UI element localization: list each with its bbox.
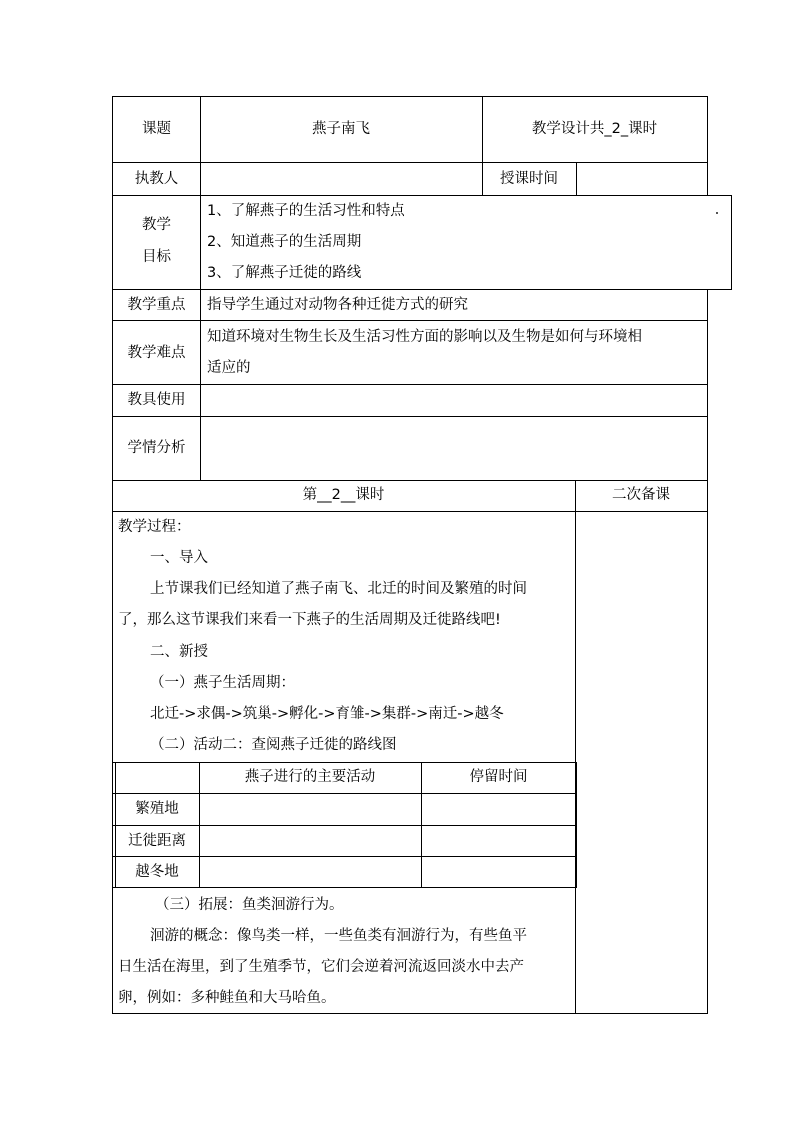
- row-sep-1: [112, 162, 708, 163]
- key-points-label: 教学重点: [127, 297, 186, 313]
- border-top: [112, 96, 708, 97]
- inner-row-label: 越冬地: [135, 864, 179, 880]
- col-sep-prep: [575, 480, 576, 1014]
- analysis-label: 学情分析: [127, 440, 186, 456]
- row-sep-8: [112, 511, 708, 512]
- border-bottom: [112, 1013, 708, 1014]
- objective-item: 2、知道燕子的生活周期: [207, 234, 362, 250]
- extension-heading: （三）拓展：鱼类洄游行为。: [155, 897, 344, 913]
- topic-label: 课题: [142, 121, 171, 137]
- col-sep-label: [200, 96, 201, 481]
- new-heading: 二、新授: [150, 644, 208, 660]
- inner-table-bottom: [112, 887, 576, 888]
- extension-line: 卵，例如：多种鲑鱼和大马哈鱼。: [118, 990, 336, 1006]
- inner-table-row-2: [112, 825, 576, 826]
- difficulty-label: 教学难点: [127, 345, 186, 361]
- activity-heading: （二）活动二：查阅燕子迁徙的路线图: [150, 737, 397, 753]
- row-sep-7: [112, 480, 708, 481]
- period-title: 第__2__课时: [302, 487, 385, 503]
- inner-header-stay-time: 停留时间: [469, 769, 528, 785]
- teacher-label: 执教人: [134, 171, 179, 187]
- inner-row-label: 繁殖地: [135, 801, 179, 817]
- row-sep-3: [112, 289, 732, 290]
- cycle-line: 北迁->求偶->筑巢->孵化->育雏->集群->南迁->越冬: [150, 706, 504, 722]
- intro-line: 了，那么这节课我们来看一下燕子的生活周期及迁徙路线吧!: [118, 612, 501, 628]
- difficulty-line: 适应的: [207, 360, 251, 376]
- objective-item: 1、了解燕子的生活习性和特点: [207, 203, 405, 219]
- cycle-heading: （一）燕子生活周期：: [150, 675, 295, 691]
- objectives-label-1: 教学: [142, 217, 171, 233]
- objective-item: 3、了解燕子迁徙的路线: [207, 265, 362, 281]
- key-points-value: 指导学生通过对动物各种迁徙方式的研究: [207, 297, 468, 313]
- process-heading: 教学过程：: [118, 519, 191, 535]
- intro-line: 上节课我们已经知道了燕子南飞、北迁的时间及繁殖的时间: [150, 581, 527, 597]
- inner-table-row-1: [112, 793, 576, 794]
- inner-table-top: [112, 762, 576, 763]
- row-sep-5: [112, 384, 708, 385]
- stray-mark: [716, 212, 718, 214]
- border-left: [112, 96, 113, 1014]
- extension-line: 洄游的概念：像鸟类一样，一些鱼类有洄游行为，有些鱼平: [150, 928, 527, 944]
- inner-table-right: [576, 762, 577, 888]
- time-label: 授课时间: [500, 171, 558, 187]
- inner-table-row-3: [112, 856, 576, 857]
- border-right-objectives: [731, 195, 732, 289]
- objectives-label-2: 目标: [142, 249, 171, 265]
- difficulty-line: 知道环境对生物生长及生活习性方面的影响以及生物是如何与环境相: [207, 329, 642, 345]
- inner-header-activity: 燕子进行的主要活动: [244, 769, 376, 785]
- row-sep-6: [112, 416, 708, 417]
- secondary-prep-title: 二次备课: [612, 487, 670, 503]
- inner-row-label: 迁徙距离: [128, 833, 186, 849]
- topic-value: 燕子南飞: [312, 121, 370, 137]
- intro-heading: 一、导入: [150, 550, 208, 566]
- extension-line: 日生活在海里，到了生殖季节，它们会逆着河流返回淡水中去产: [118, 959, 524, 975]
- border-right-bottom: [707, 289, 708, 1014]
- design-info: 教学设计共_2_课时: [531, 121, 658, 137]
- row-sep-4: [112, 320, 708, 321]
- col-sep-time-value: [576, 162, 577, 196]
- row-sep-2: [112, 195, 732, 196]
- border-right-top: [707, 96, 708, 195]
- tools-label: 教具使用: [127, 392, 186, 408]
